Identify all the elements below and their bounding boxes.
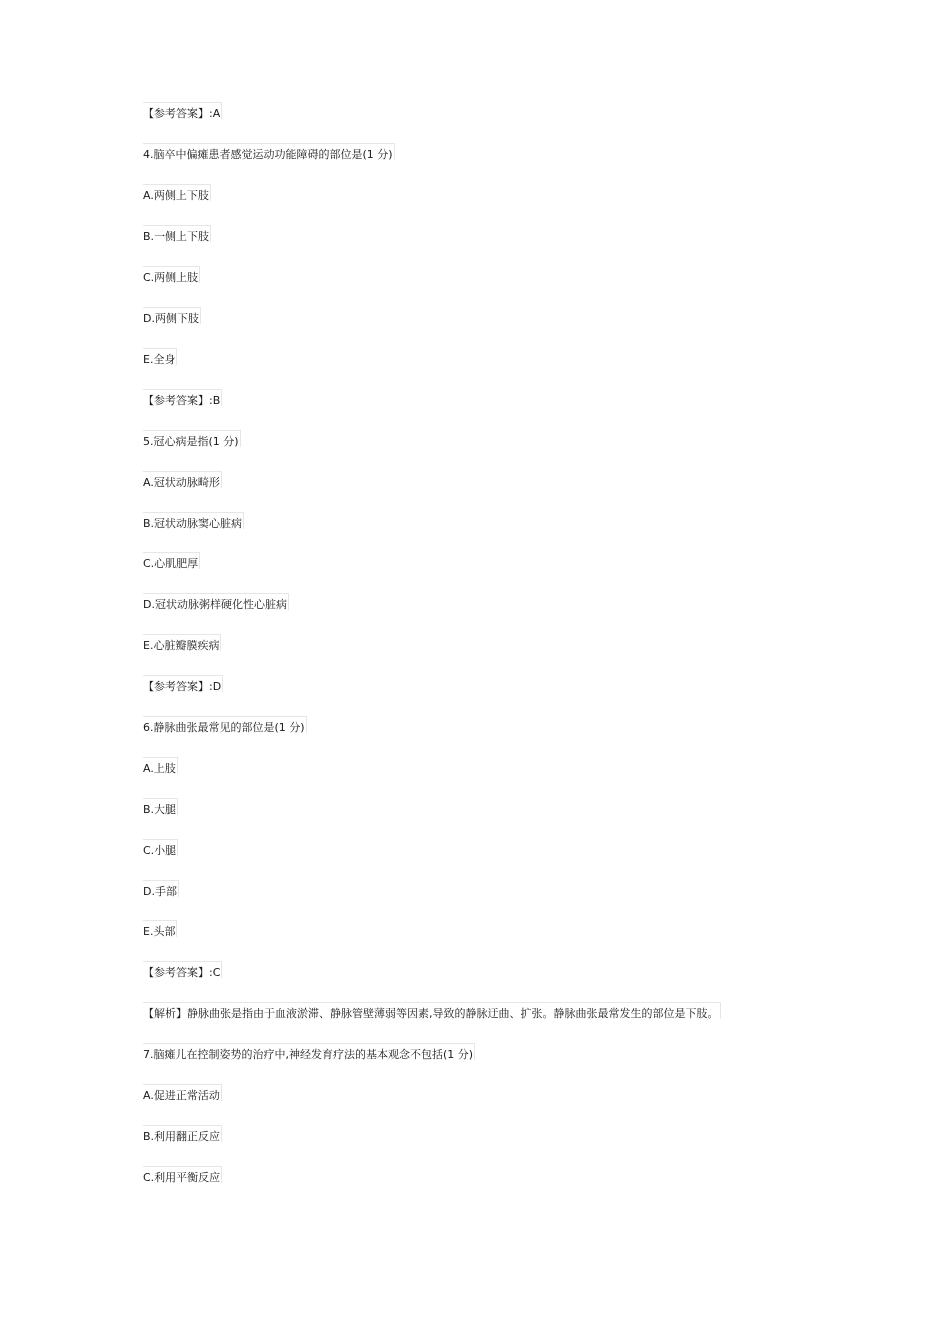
question-text: 7.脑瘫儿在控制姿势的治疗中,神经发育疗法的基本观念不包括(1 分) — [143, 1048, 474, 1061]
q5-option-e — [143, 634, 221, 651]
q4-option-a — [143, 184, 211, 201]
option-text: B.利用翻正反应 — [143, 1130, 221, 1143]
question-text: 4.脑卒中偏瘫患者感觉运动功能障碍的部位是(1 分) — [143, 148, 393, 161]
option-text: B.一侧上下肢 — [143, 230, 210, 243]
q6-option-a — [143, 757, 178, 774]
question-text: 5.冠心病是指(1 分) — [143, 435, 239, 448]
answer-line-q3 — [143, 102, 222, 119]
q6-option-b — [143, 798, 178, 815]
question-6 — [143, 716, 307, 733]
option-text: B.冠状动脉窦心脏病 — [143, 517, 243, 530]
q5-option-d — [143, 593, 289, 610]
option-text: C.两侧上肢 — [143, 271, 199, 284]
question-text: 6.静脉曲张最常见的部位是(1 分) — [143, 721, 305, 734]
option-text: D.手部 — [143, 885, 177, 898]
q4-option-d — [143, 307, 201, 324]
explanation-q6 — [143, 1002, 721, 1019]
q5-option-b — [143, 512, 244, 529]
answer-text: 【参考答案】:C — [143, 966, 221, 979]
q7-option-c — [143, 1166, 222, 1183]
question-5 — [143, 430, 241, 447]
q4-option-c — [143, 266, 200, 283]
answer-text: 【参考答案】:D — [143, 680, 222, 693]
option-text: A.冠状动脉畸形 — [143, 476, 220, 489]
option-text: A.促进正常活动 — [143, 1089, 220, 1102]
option-text: E.全身 — [143, 353, 176, 366]
q6-option-d — [143, 880, 179, 897]
q4-option-b — [143, 225, 211, 242]
q7-option-a — [143, 1084, 222, 1101]
option-text: C.小腿 — [143, 844, 177, 857]
answer-line-q5 — [143, 675, 223, 692]
q6-option-c — [143, 839, 178, 856]
answer-text: 【参考答案】:A — [143, 107, 221, 120]
option-text: C.利用平衡反应 — [143, 1171, 221, 1184]
option-text: A.两侧上下肢 — [143, 189, 209, 202]
explanation-text: 【解析】静脉曲张是指由于血液淤滞、静脉管壁薄弱等因素,导致的静脉迂曲、扩张。静脉曲张最常发生的部位是下肢。 — [143, 1007, 719, 1020]
option-text: E.头部 — [143, 925, 176, 938]
question-7 — [143, 1043, 475, 1060]
option-text: A.上肢 — [143, 762, 176, 775]
q5-option-c — [143, 552, 200, 569]
answer-text: 【参考答案】:B — [143, 394, 221, 407]
answer-line-q6 — [143, 961, 222, 978]
option-text: B.大腿 — [143, 803, 177, 816]
answer-line-q4 — [143, 389, 222, 406]
option-text: E.心脏瓣膜疾病 — [143, 639, 220, 652]
option-text: D.两侧下肢 — [143, 312, 199, 325]
option-text: D.冠状动脉粥样硬化性心脏病 — [143, 598, 287, 611]
q4-option-e — [143, 348, 177, 365]
question-4 — [143, 143, 395, 160]
q6-option-e — [143, 920, 177, 937]
option-text: C.心肌肥厚 — [143, 557, 199, 570]
q7-option-b — [143, 1125, 222, 1142]
q5-option-a — [143, 471, 222, 488]
